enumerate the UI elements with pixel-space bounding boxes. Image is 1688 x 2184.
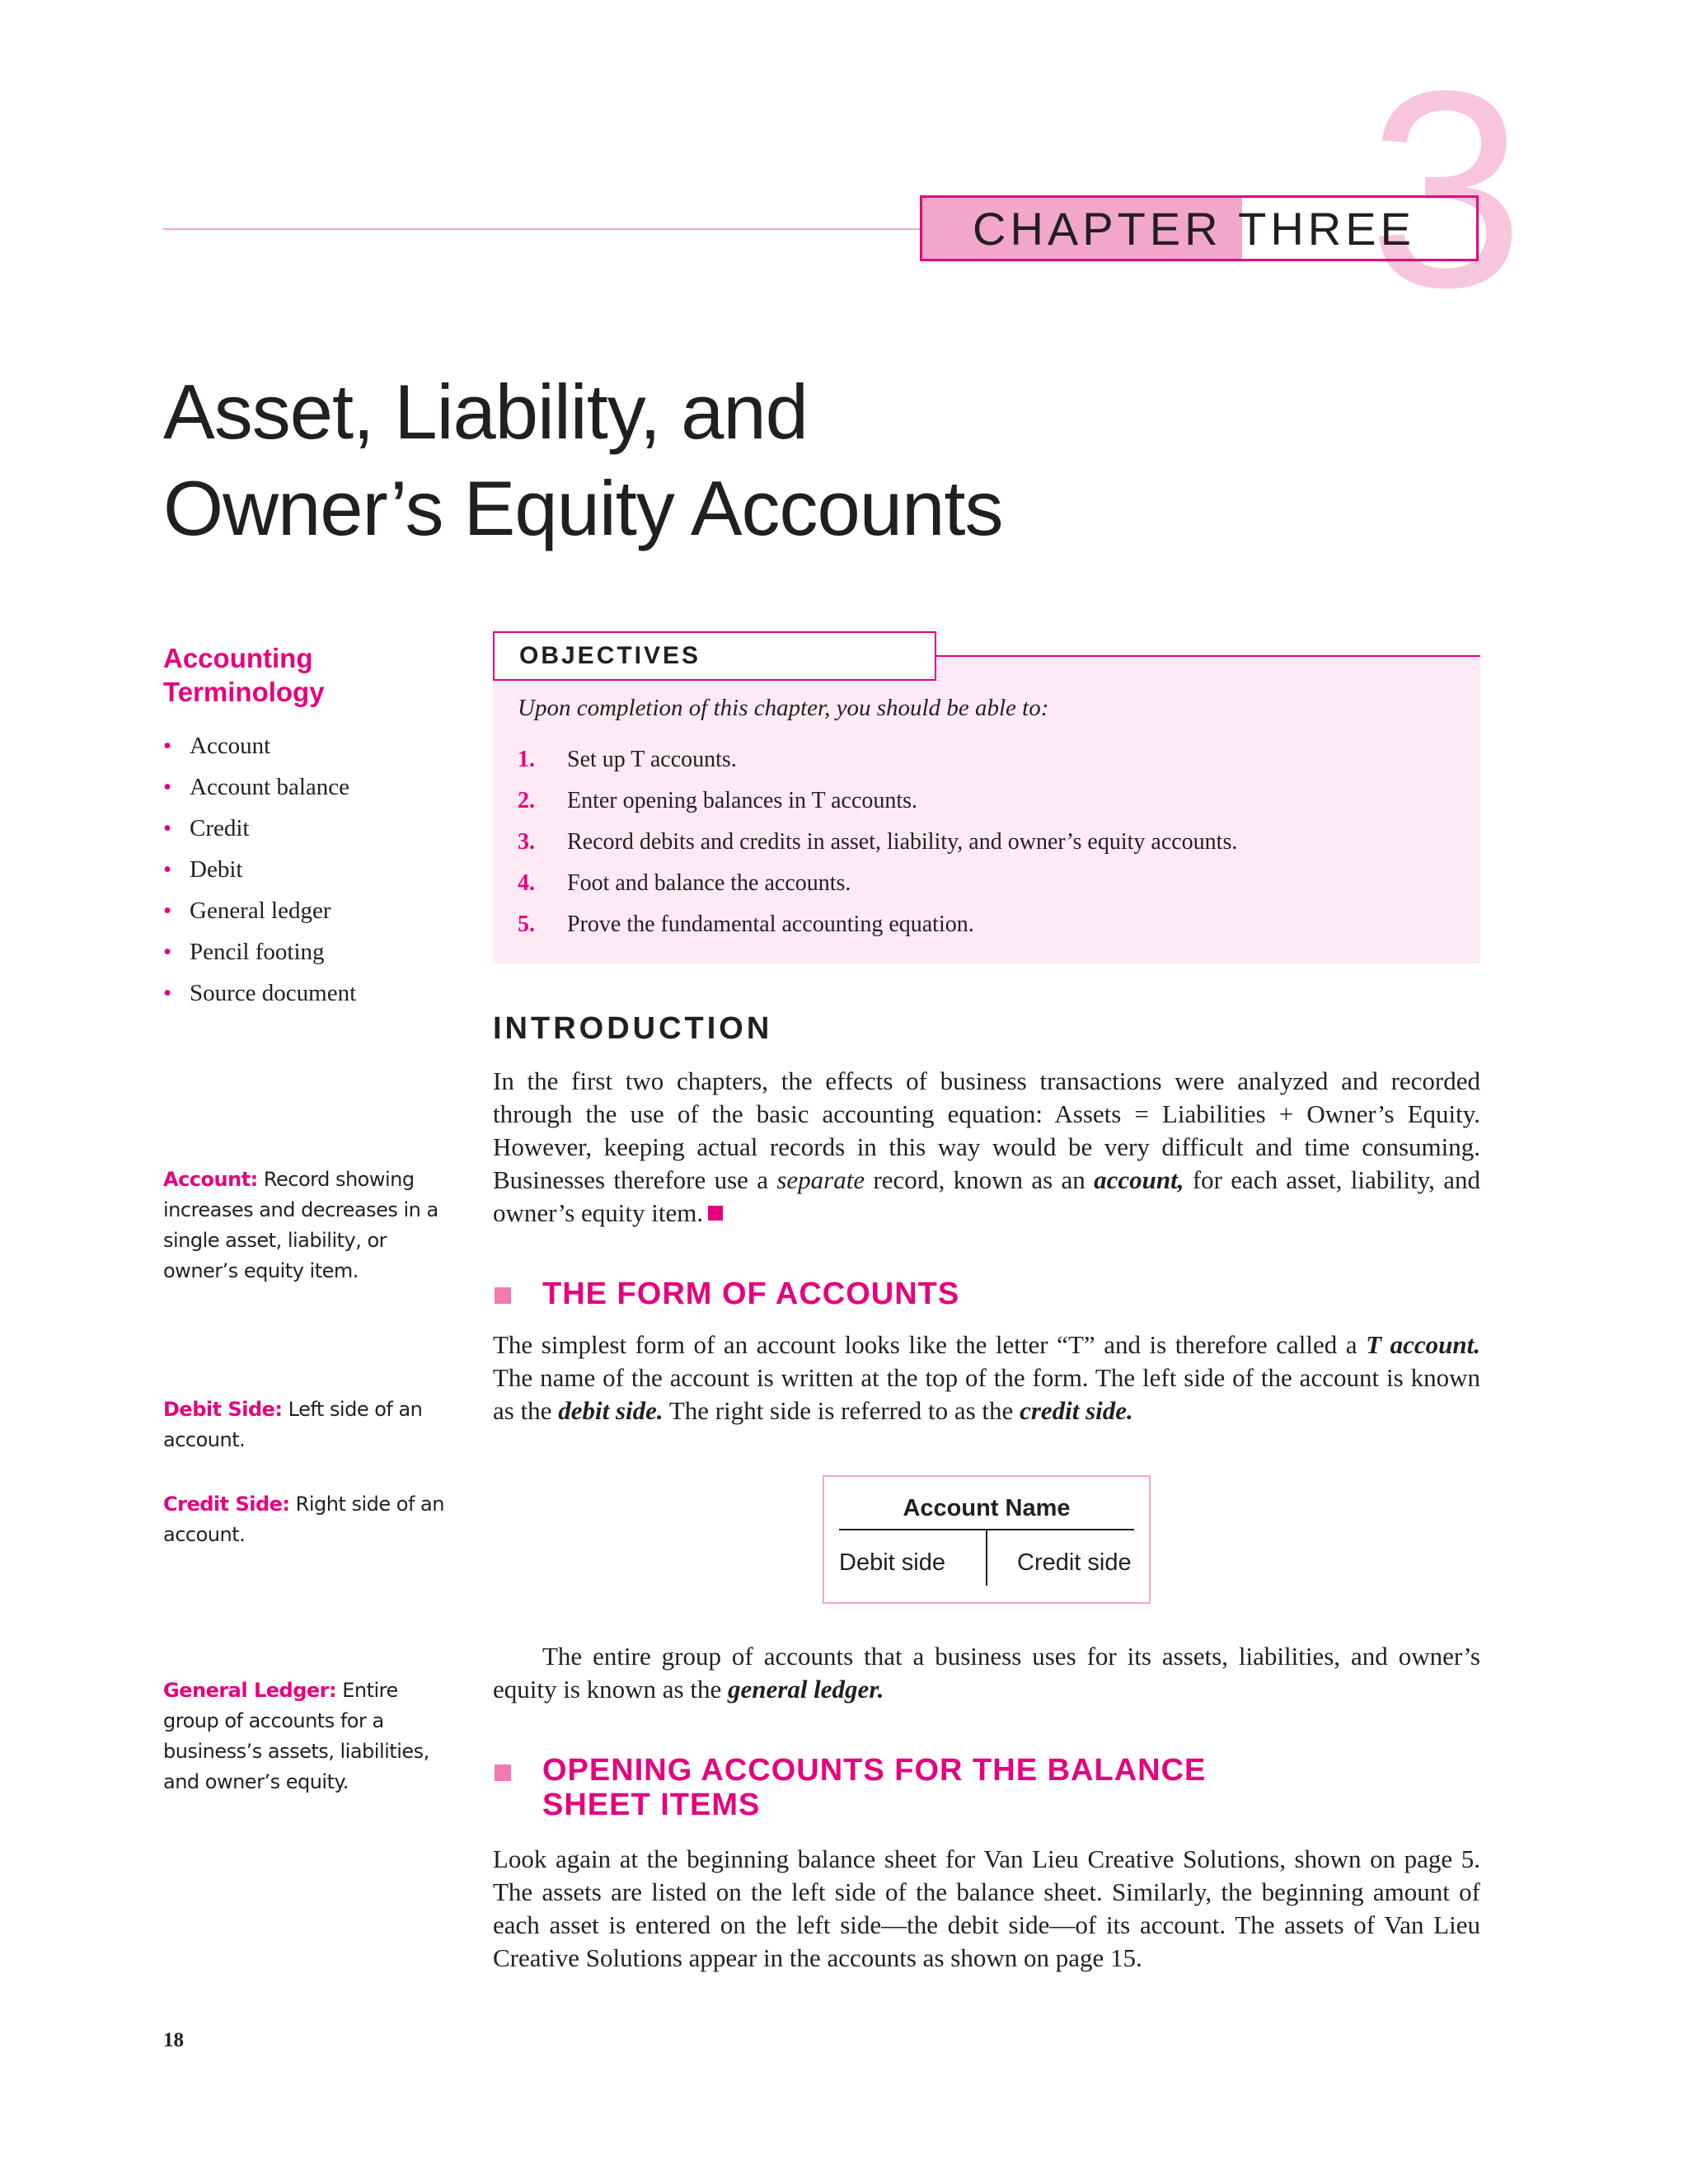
terminology-item bbox=[163, 972, 356, 1014]
objective-item bbox=[518, 863, 1237, 904]
section-square-icon bbox=[495, 1287, 511, 1304]
chapter-label: CHAPTER THREE bbox=[973, 203, 1415, 255]
objective-number: 2. bbox=[518, 788, 535, 813]
margin-note-term: Credit Side: bbox=[163, 1493, 290, 1516]
terminology-item bbox=[163, 890, 356, 931]
objectives-list bbox=[518, 739, 1237, 945]
objective-number: 4. bbox=[518, 870, 535, 896]
text-run: In the first two chapters, the effects of business transactions were analyzed and recorded through the use of the basic accounting equation: Assets = Liabilities + Owner’s Equity. However, keeping actual records in this way would be very difficult and time consuming. Businesses therefore use a bbox=[493, 1066, 1480, 1194]
bullet-icon: • bbox=[163, 733, 172, 759]
terminology-item-text: Debit bbox=[190, 856, 243, 883]
terminology-heading bbox=[163, 641, 325, 709]
objective-text: Set up T accounts. bbox=[567, 747, 737, 772]
margin-note-term: Debit Side: bbox=[163, 1398, 283, 1421]
opening-accounts-heading-line-2: SHEET ITEMS bbox=[542, 1788, 761, 1822]
opening-accounts-heading-line-1: OPENING ACCOUNTS FOR THE BALANCE bbox=[542, 1753, 1207, 1788]
t-account-credit-side: Credit side bbox=[1017, 1549, 1132, 1576]
text-run: The name of the account is written at the top of the form. The left side of the account is known as the bbox=[493, 1363, 1480, 1425]
terminology-item-text: Source document bbox=[190, 980, 357, 1006]
bullet-icon: • bbox=[163, 898, 172, 924]
terminology-item bbox=[163, 808, 356, 849]
introduction-heading: INTRODUCTION bbox=[493, 1011, 773, 1046]
general-ledger-paragraph bbox=[493, 1640, 1480, 1706]
t-account-name: Account Name bbox=[903, 1495, 1071, 1521]
terminology-item bbox=[163, 931, 356, 972]
objective-number: 5. bbox=[518, 912, 535, 937]
chapter-title-line-2: Owner’s Equity Accounts bbox=[163, 465, 1003, 551]
terminology-item-text: Pencil footing bbox=[190, 939, 325, 965]
objective-item bbox=[518, 780, 1237, 822]
text-run: for each asset, liability, and owner’s equity item. bbox=[493, 1165, 1481, 1227]
terminology-list bbox=[163, 725, 356, 1014]
objective-number: 1. bbox=[518, 747, 535, 772]
opening-accounts-paragraph: Look again at the beginning balance sheet for Van Lieu Creative Solutions, shown on page 5. The assets are listed on the left side of the balance sheet. Similarly, the beginning amount of each asset is entered on the left side—the debit side—of its account. The assets of Van Lieu Creative Solutions appear in the accounts as shown on page 15. bbox=[493, 1844, 1480, 1972]
terminology-heading-line-2: Terminology bbox=[163, 677, 325, 707]
objective-item bbox=[518, 739, 1237, 780]
margin-note-account bbox=[163, 1165, 452, 1286]
end-of-section-icon bbox=[708, 1206, 723, 1221]
margin-note-debit-side bbox=[163, 1394, 452, 1455]
objective-number: 3. bbox=[518, 829, 535, 855]
objective-text: Enter opening balances in T accounts. bbox=[567, 788, 918, 813]
objectives-rule bbox=[936, 655, 1480, 657]
form-of-accounts-heading: THE FORM OF ACCOUNTS bbox=[542, 1277, 960, 1311]
t-account-debit-side: Debit side bbox=[839, 1549, 945, 1576]
margin-note-definition: Left side of an account. bbox=[163, 1398, 423, 1451]
text-run: The right side is referred to as the bbox=[663, 1396, 1020, 1425]
chapter-numeral: 3 bbox=[1368, 33, 1525, 346]
chapter-title-line-1: Asset, Liability, and bbox=[163, 368, 808, 455]
margin-note-term: Account: bbox=[163, 1168, 258, 1191]
bullet-icon: • bbox=[163, 980, 172, 1006]
section-square-icon bbox=[495, 1765, 511, 1781]
t-account-vertical-line bbox=[986, 1530, 987, 1586]
objectives-intro: Upon completion of this chapter, you should be able to: bbox=[518, 695, 1049, 721]
objective-text: Foot and balance the accounts. bbox=[567, 870, 851, 896]
margin-note-term: General Ledger: bbox=[163, 1679, 337, 1702]
form-of-accounts-paragraph bbox=[493, 1329, 1480, 1427]
term-t-account: T account. bbox=[1366, 1330, 1480, 1359]
term-debit-side: debit side. bbox=[558, 1396, 663, 1425]
margin-note-definition: Entire group of accounts for a business’s assets, liabilities, and owner’s equity. bbox=[163, 1679, 429, 1793]
terminology-item bbox=[163, 725, 356, 766]
margin-note-credit-side bbox=[163, 1489, 452, 1550]
margin-note-definition: Right side of an account. bbox=[163, 1493, 444, 1546]
text-run: The entire group of accounts that a business uses for its assets, liabilities, and owner’s equity is known as the bbox=[493, 1642, 1480, 1704]
terminology-heading-line-1: Accounting bbox=[163, 643, 313, 673]
term-account: account, bbox=[1094, 1165, 1184, 1194]
term-credit-side: credit side. bbox=[1020, 1396, 1133, 1425]
objective-item bbox=[518, 822, 1237, 863]
text-run-italic: separate bbox=[776, 1165, 865, 1194]
bullet-icon: • bbox=[163, 774, 172, 800]
objectives-label: OBJECTIVES bbox=[519, 642, 701, 669]
page-number: 18 bbox=[163, 2029, 184, 2051]
terminology-item-text: Account balance bbox=[190, 774, 350, 800]
objective-text: Prove the fundamental accounting equation. bbox=[567, 912, 974, 937]
terminology-item bbox=[163, 849, 356, 890]
term-general-ledger: general ledger. bbox=[728, 1675, 884, 1704]
margin-note-general-ledger bbox=[163, 1675, 452, 1797]
bullet-icon: • bbox=[163, 856, 172, 883]
terminology-item-text: Account bbox=[190, 733, 271, 759]
introduction-paragraph bbox=[493, 1065, 1480, 1230]
terminology-item-text: General ledger bbox=[190, 898, 331, 924]
text-run: record, known as an bbox=[865, 1165, 1095, 1194]
text-run: The simplest form of an account looks like the letter “T” and is therefore called a bbox=[493, 1330, 1367, 1359]
terminology-item-text: Credit bbox=[190, 815, 250, 841]
terminology-item bbox=[163, 766, 356, 808]
objective-item bbox=[518, 904, 1237, 945]
bullet-icon: • bbox=[163, 939, 172, 965]
bullet-icon: • bbox=[163, 815, 172, 841]
header-rule bbox=[163, 228, 920, 230]
objective-text: Record debits and credits in asset, liability, and owner’s equity accounts. bbox=[567, 829, 1238, 855]
margin-note-definition: Record showing increases and decreases in a single asset, liability, or owner’s equity item. bbox=[163, 1168, 438, 1282]
